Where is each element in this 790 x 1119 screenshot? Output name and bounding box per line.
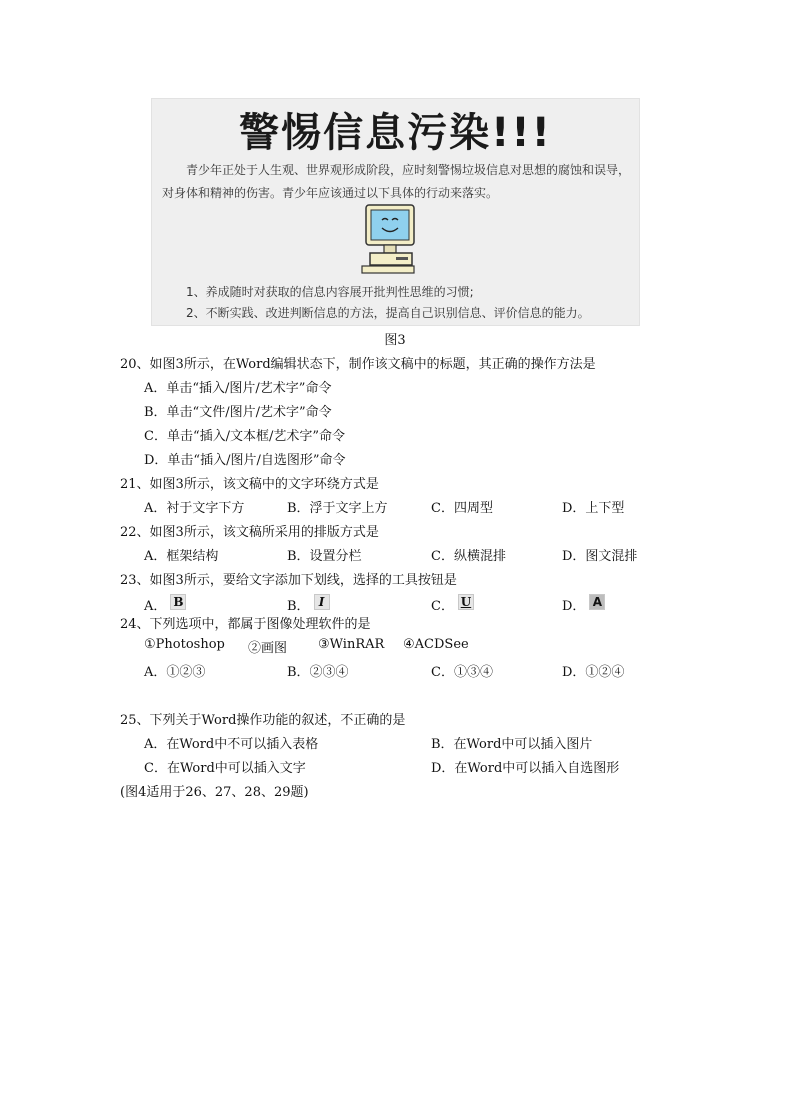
q24-item-4: ④ACDSee <box>403 637 469 652</box>
underline-button-icon: U <box>458 594 474 610</box>
q23-option-c-label: C． <box>431 599 454 614</box>
q23-option-a-label: A． <box>144 599 167 614</box>
q25-option-a: A．在Word中不可以插入表格 <box>144 737 319 752</box>
q20-option-a: A．单击“插入/图片/艺术字”命令 <box>144 381 332 396</box>
figure-point: 2、不断实践、改进判断信息的方法，提高自己识别信息、评价信息的能力。 <box>186 306 590 320</box>
q23-option-c <box>431 594 474 614</box>
q24-option-d: D．①②④ <box>562 665 625 680</box>
q24-item-2: ②画图 <box>248 641 288 656</box>
figure-title: 警惕信息污染!!! <box>239 110 552 156</box>
q23-option-d <box>562 594 605 614</box>
q23-option-a <box>144 594 186 614</box>
figure-intro-text: 青少年正处于人生观、世界观形成阶段，应时刻警惕垃圾信息对思想的腐蚀和误导，对身体和精神的伤害。青少年应该通过以下具体的行动来落实。 <box>162 163 631 200</box>
figure-3-image <box>151 98 640 326</box>
q24-item-1: ①Photoshop <box>144 637 225 652</box>
q20-option-c: C．单击“插入/文本框/艺术字”命令 <box>144 429 345 444</box>
question-24-stem: 24、下列选项中，都属于图像处理软件的是 <box>120 617 371 632</box>
question-21-stem: 21、如图3所示，该文稿中的文字环绕方式是 <box>120 477 379 492</box>
question-23-stem: 23、如图3所示，要给文字添加下划线，选择的工具按钮是 <box>120 573 457 588</box>
figure-point: 1、养成随时对获取的信息内容展开批判性思维的习惯; <box>186 285 474 299</box>
q23-option-b-label: B． <box>287 599 310 614</box>
q22-option-c: C．纵横混排 <box>431 549 506 564</box>
q21-option-b: B．浮于文字上方 <box>287 501 388 516</box>
q20-option-d: D．单击“插入/图片/自选图形”命令 <box>144 453 346 468</box>
q24-option-b: B．②③④ <box>287 665 349 680</box>
q21-option-c: C．四周型 <box>431 501 493 516</box>
q24-item-3: ③WinRAR <box>318 637 385 652</box>
q25-option-b: B．在Word中可以插入图片 <box>431 737 593 752</box>
q25-option-c: C．在Word中可以插入文字 <box>144 761 306 776</box>
q22-option-d: D．图文混排 <box>562 549 638 564</box>
q22-option-a: A．框架结构 <box>144 549 219 564</box>
question-20-stem: 20、如图3所示，在Word编辑状态下，制作该文稿中的标题，其正确的操作方法是 <box>120 357 596 372</box>
q23-option-d-label: D． <box>562 599 586 614</box>
q21-option-d: D．上下型 <box>562 501 625 516</box>
computer-icon <box>358 203 422 277</box>
italic-button-icon: I <box>314 594 330 610</box>
q23-option-b <box>287 594 330 614</box>
figure-caption: 图3 <box>384 333 406 348</box>
figure-point-list <box>186 282 590 324</box>
bold-button-icon: B <box>170 594 186 610</box>
q22-option-b: B．设置分栏 <box>287 549 362 564</box>
q25-option-d: D．在Word中可以插入自选图形 <box>431 761 620 776</box>
figure-4-note: (图4适用于26、27、28、29题) <box>120 785 309 800</box>
q21-option-a: A．衬于文字下方 <box>144 501 245 516</box>
character-shading-button-icon: A <box>589 594 605 610</box>
q24-option-a: A．①②③ <box>144 665 206 680</box>
q24-option-c: C．①③④ <box>431 665 493 680</box>
q20-option-b: B．单击“文件/图片/艺术字”命令 <box>144 405 332 420</box>
question-25-stem: 25、下列关于Word操作功能的叙述，不正确的是 <box>120 713 406 728</box>
question-22-stem: 22、如图3所示，该文稿所采用的排版方式是 <box>120 525 379 540</box>
